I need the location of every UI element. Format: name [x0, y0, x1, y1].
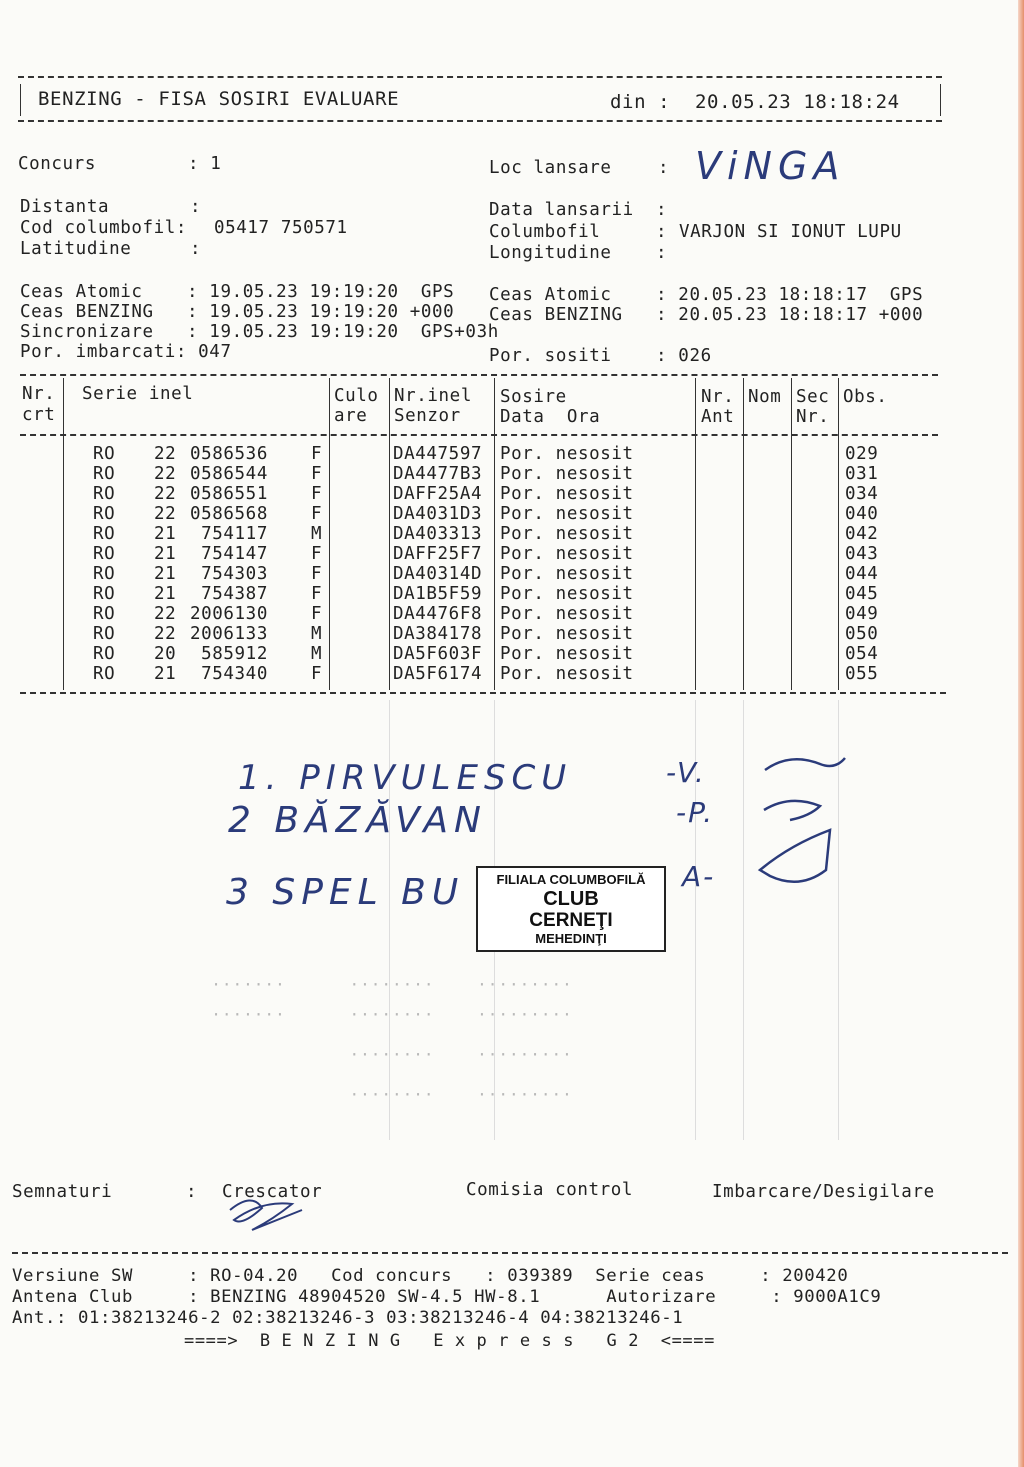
columbofil-value: VARJON SI IONUT LUPU	[679, 222, 902, 242]
th-sosire-1: Sosire	[500, 387, 567, 407]
table-row: RO 21 754387 F DA1B5F59 Por. nesosit 045	[93, 584, 879, 604]
comisia-control-label: Comisia control	[466, 1180, 634, 1200]
longitudine-label: Longitudine	[489, 243, 612, 263]
th-culoare-2: are	[334, 406, 368, 426]
footer-ant: Ant.: 01:38213246-2 02:38213246-3 03:38213246-4 04:38213246-1	[12, 1308, 684, 1328]
por-sositi: Por. sositi : 026	[489, 346, 712, 366]
columbofil-label: Columbofil	[489, 222, 601, 242]
th-nr-inel-2: Senzor	[394, 406, 461, 426]
scan-edge	[1018, 0, 1024, 1467]
loc-lansare-handwritten: ViNGA	[695, 144, 846, 188]
table-row: RO 20 585912 M DA5F603F Por. nesosit 054	[93, 644, 879, 664]
col-sep	[494, 378, 495, 690]
table-row: RO 21 754303 F DA40314D Por. nesosit 044	[93, 564, 879, 584]
faint-guide	[743, 700, 744, 1140]
th-sec-nr-1: Sec	[796, 387, 830, 407]
handwritten-mark-a: A-	[682, 860, 716, 893]
table-row: RO 22 0586544 F DA4477B3 Por. nesosit 031	[93, 464, 879, 484]
col-sep	[695, 378, 696, 690]
stamp-line-3: CERNEŢI	[529, 910, 613, 931]
stamp-line-2: CLUB	[543, 888, 599, 910]
table-row: RO 22 0586568 F DA4031D3 Por. nesosit 040	[93, 504, 879, 524]
th-culoare-1: Culo	[334, 386, 379, 406]
ceas-benzing-launch: Ceas BENZING : 19.05.23 19:19:20 +000	[20, 302, 455, 322]
col-sep	[791, 378, 792, 690]
col-sep	[63, 378, 64, 690]
latitudine-label: Latitudine	[20, 239, 132, 259]
crescator-signature	[222, 1190, 312, 1235]
table-row: RO 21 754117 M DA403313 Por. nesosit 042	[93, 524, 879, 544]
footer-benzing-express: ====> B E N Z I N G E x p r e s s G 2 <====	[184, 1331, 715, 1351]
concurs-label: Concurs	[18, 154, 96, 174]
semnaturi-colon: :	[186, 1182, 198, 1202]
data-lansarii-label: Data lansarii	[489, 200, 634, 220]
th-nr-inel-1: Nr.inel	[394, 386, 472, 406]
longitudine-colon: :	[656, 243, 668, 263]
col-sep	[838, 378, 839, 690]
handwritten-squiggles	[750, 750, 870, 900]
handwritten-mark-v: -V.	[666, 756, 706, 789]
table-bottom-rule	[20, 692, 946, 694]
th-nr-ant-2: Ant	[701, 407, 735, 427]
th-sosire-2: Data Ora	[500, 407, 601, 427]
header-right-border	[940, 84, 941, 116]
handwritten-mark-p: -P.	[676, 796, 715, 829]
stamp-line-4: MEHEDINŢI	[535, 931, 607, 946]
table-row: RO 22 0586536 F DA447597 Por. nesosit 029	[93, 444, 879, 464]
handwritten-line-3: 3 SPEL BU	[226, 872, 465, 913]
loc-lansare-colon: :	[658, 158, 670, 178]
th-serie-inel: Serie inel	[82, 384, 194, 404]
handwritten-line-2: 2 BĂZĂVAN	[228, 800, 487, 841]
col-sep	[329, 378, 330, 690]
table-row: RO 21 754147 F DAFF25F7 Por. nesosit 043	[93, 544, 879, 564]
semnaturi-label: Semnaturi	[12, 1182, 113, 1202]
distanta-label: Distanta	[20, 197, 110, 217]
bleed-through-texture: ········ ·········	[190, 1085, 573, 1104]
footer-rule	[12, 1252, 1008, 1254]
th-nom: Nom	[748, 387, 782, 407]
bleed-through-texture: ······· ········ ·········	[190, 1005, 573, 1024]
concurs-value: : 1	[188, 154, 222, 174]
cod-columbofil-value: 05417 750571	[214, 218, 348, 238]
table-row: RO 21 754340 F DA5F6174 Por. nesosit 055	[93, 664, 879, 684]
ceas-atomic-arrival: Ceas Atomic : 20.05.23 18:18:17 GPS	[489, 285, 924, 305]
header-top-rule	[18, 76, 942, 78]
bleed-through-texture: ········ ·········	[190, 1045, 573, 1064]
th-nr-crt-2: crt	[22, 405, 56, 425]
crescator-label: Crescator	[222, 1182, 323, 1202]
footer-versiune: Versiune SW : RO-04.20 Cod concurs : 039389 Serie ceas : 200420	[12, 1266, 849, 1286]
loc-lansare-label: Loc lansare	[489, 158, 612, 178]
th-nr-crt-1: Nr.	[22, 384, 56, 404]
col-sep	[743, 378, 744, 690]
cod-columbofil-label: Cod columbofil:	[20, 218, 188, 238]
bleed-through-texture: ······· ········ ·········	[190, 975, 573, 994]
date-value: 20.05.23 18:18:24	[695, 91, 900, 113]
por-imbarcati: Por. imbarcati: 047	[20, 342, 232, 362]
th-nr-ant-1: Nr.	[701, 387, 735, 407]
th-obs: Obs.	[843, 387, 888, 407]
ceas-benzing-arrival: Ceas BENZING : 20.05.23 18:18:17 +000	[489, 305, 924, 325]
date-label: din :	[610, 91, 671, 113]
table-row: RO 22 2006133 M DA384178 Por. nesosit 050	[93, 624, 879, 644]
header-bottom-rule	[18, 120, 942, 122]
data-lansarii-colon: :	[656, 200, 668, 220]
table-top-rule	[20, 374, 938, 376]
latitudine-colon: :	[190, 239, 202, 259]
club-stamp	[476, 866, 666, 952]
handwritten-line-1: 1. PIRVULESCU	[238, 758, 573, 798]
table-row: RO 22 0586551 F DAFF25A4 Por. nesosit 034	[93, 484, 879, 504]
th-sec-nr-2: Nr.	[796, 407, 830, 427]
ceas-atomic-launch: Ceas Atomic : 19.05.23 19:19:20 GPS	[20, 282, 455, 302]
table-header-rule	[20, 434, 938, 436]
footer-antena: Antena Club : BENZING 48904520 SW-4.5 HW-8.1 Autorizare : 9000A1C9	[12, 1287, 882, 1307]
table-row: RO 22 2006130 F DA4476F8 Por. nesosit 049	[93, 604, 879, 624]
distanta-colon: :	[190, 197, 202, 217]
stamp-line-1: FILIALA COLUMBOFILĂ	[496, 872, 646, 887]
page-title: BENZING - FISA SOSIRI EVALUARE	[38, 88, 400, 110]
col-sep	[389, 378, 390, 690]
sincronizare: Sincronizare : 19.05.23 19:19:20 GPS+03h	[20, 322, 499, 342]
columbofil-colon: :	[656, 222, 668, 242]
header-left-border	[20, 84, 21, 116]
imbarcare-label: Imbarcare/Desigilare	[712, 1182, 935, 1202]
